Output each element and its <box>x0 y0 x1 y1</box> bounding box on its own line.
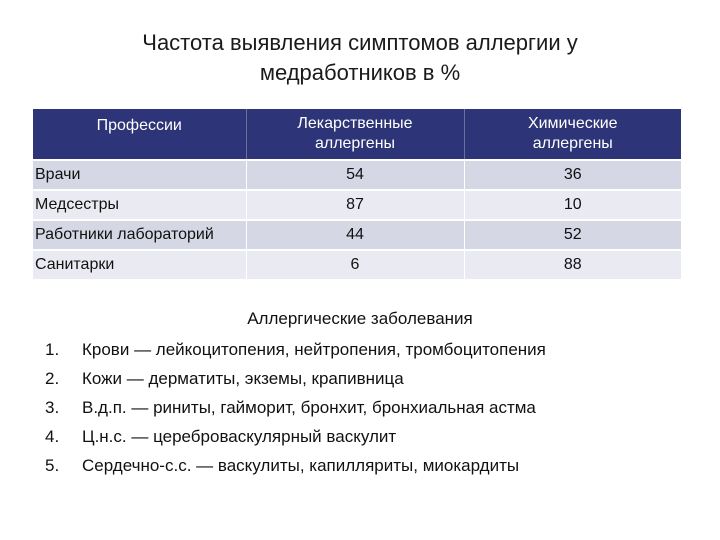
table-row <box>33 160 681 190</box>
slide-title <box>80 28 640 88</box>
list-item-text: Крови — лейкоцитопения, нейтропения, тромбоцитопения <box>82 340 546 359</box>
cell-drug-value: 54 <box>246 160 464 190</box>
cell-profession: Работники лабораторий <box>33 220 246 250</box>
title-line-2: медработников в % <box>259 60 461 85</box>
list-item-number: 5. <box>45 456 60 475</box>
title-line-1: Частота выявления симптомов аллергии у <box>142 30 578 55</box>
list-item-text: Сердечно-с.с. — васкулиты, капилляриты, миокардиты <box>82 456 520 475</box>
cell-chemical-value: 88 <box>464 250 681 280</box>
allergy-frequency-table <box>33 109 681 281</box>
table-row <box>33 250 681 280</box>
cell-profession: Медсестры <box>33 190 246 220</box>
table-row <box>33 220 681 250</box>
list-item-number: 4. <box>45 427 60 446</box>
cell-chemical-value: 52 <box>464 220 681 250</box>
diseases-heading: Аллергические заболевания <box>247 309 473 328</box>
list-item-text: Ц.н.с. — цереброваскулярный васкулит <box>82 427 397 446</box>
header-drug-allergens <box>246 109 464 160</box>
cell-profession: Врачи <box>33 160 246 190</box>
list-item <box>45 335 546 364</box>
cell-chemical-value: 36 <box>464 160 681 190</box>
cell-drug-value: 6 <box>246 250 464 280</box>
list-item <box>45 422 396 451</box>
cell-chemical-value: 10 <box>464 190 681 220</box>
list-item-number: 3. <box>45 398 60 417</box>
list-item-number: 1. <box>45 340 60 359</box>
cell-drug-value: 87 <box>246 190 464 220</box>
list-item-text: Кожи — дерматиты, экземы, крапивница <box>82 369 404 388</box>
list-item <box>45 364 404 393</box>
list-item <box>45 451 519 480</box>
table-row <box>33 190 681 220</box>
list-item-text: В.д.п. — риниты, гайморит, бронхит, бронхиальная астма <box>82 398 536 417</box>
cell-profession: Санитарки <box>33 250 246 280</box>
header-chemical-allergens <box>464 109 681 160</box>
header-drug-allergens-label: Лекарственные аллергены <box>297 115 413 152</box>
list-item <box>45 393 536 422</box>
list-item-number: 2. <box>45 369 60 388</box>
table-header-row <box>33 109 681 160</box>
cell-drug-value: 44 <box>246 220 464 250</box>
header-profession: Профессии <box>33 109 246 160</box>
header-chemical-allergens-label: Химические аллергены <box>527 115 618 152</box>
